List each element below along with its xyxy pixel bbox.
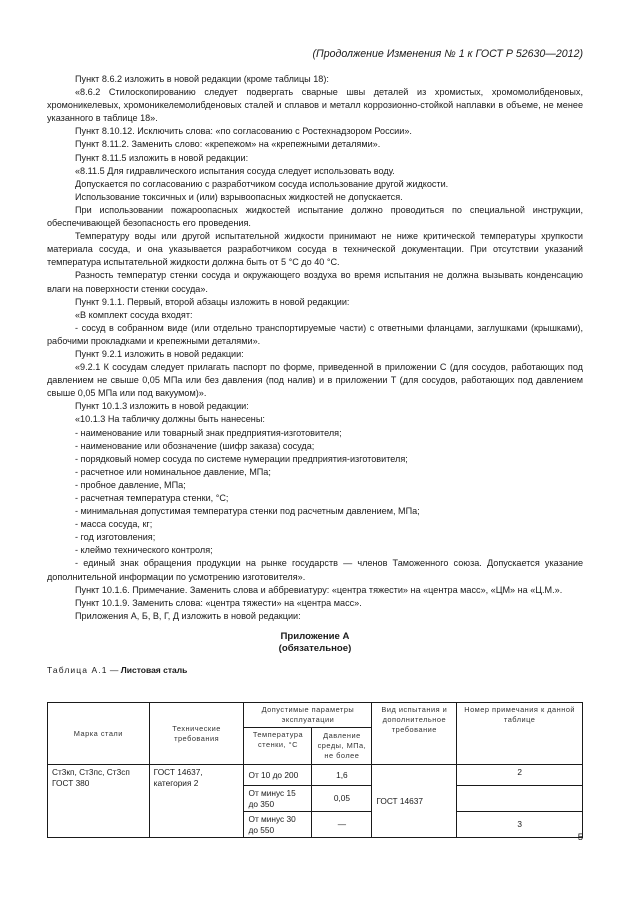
list-item: - единый знак обращения продукции на рынке государств — членов Таможенного союза. Допускается указание дополнительной информации по усмотрению изготовителя». bbox=[47, 558, 583, 582]
running-header: (Продолжение Изменения № 1 к ГОСТ Р 52630—2012) bbox=[312, 48, 583, 60]
header-params: Допустимые параметры эксплуатации bbox=[244, 703, 372, 728]
paragraph: Пункт 8.11.2. Заменить слово: «крепежом» на «крепежными деталями». bbox=[75, 139, 381, 150]
paragraph: Разность температур стенки сосуда и окружающего воздуха во время испытания не должна вызывать конденсацию влаги на поверхности стенки сосуда». bbox=[47, 270, 583, 294]
list-item: - минимальная допустимая температура стенки под расчетным давлением, МПа; bbox=[75, 506, 420, 517]
paragraph: «В комплект сосуда входят: bbox=[75, 309, 193, 320]
paragraph: Использование токсичных и (или) взрывоопасных жидкостей не допускается. bbox=[75, 191, 403, 202]
cell-requirements bbox=[149, 765, 244, 838]
cell-note: 3 bbox=[457, 812, 583, 838]
cell-pressure: — bbox=[312, 812, 372, 838]
cell-temp: От минус 15 до 350 bbox=[244, 786, 312, 812]
list-item: - год изготовления; bbox=[75, 532, 156, 543]
paragraph: Пункт 9.2.1 изложить в новой редакции: bbox=[75, 348, 244, 359]
paragraph: «9.2.1 К сосудам следует прилагать паспорт по форме, приведенной в приложении С (для сосудов, работающих под давлением не свыше 0,05 МПа или без давления (под налив) и в приложении Т (для сосудов, работающих под давлением свыше 0,05 МПа или под вакуумом)». bbox=[47, 362, 583, 399]
list-item: - масса сосуда, кг; bbox=[75, 519, 153, 530]
paragraph: Пункт 9.1.1. Первый, второй абзацы изложить в новой редакции: bbox=[75, 296, 350, 307]
list-item: - порядковый номер сосуда по системе нумерации предприятия-изготовителя; bbox=[75, 453, 408, 464]
cell-test: ГОСТ 14637 bbox=[372, 765, 457, 838]
paragraph: Допускается по согласованию с разработчиком сосуда использование другой жидкости. bbox=[75, 178, 449, 189]
table-caption bbox=[47, 664, 583, 677]
header-test: Вид испытания и дополнительное требование bbox=[372, 703, 457, 765]
paragraph: При использовании пожароопасных жидкостей испытание должно проводиться по специальной инструкции, обеспечивающей безопасность его проведения. bbox=[47, 204, 583, 229]
requirements-line: ГОСТ 14637, bbox=[153, 767, 203, 777]
requirements-line: категория 2 bbox=[153, 777, 199, 788]
cell-note bbox=[457, 786, 583, 812]
table-caption-title: Листовая сталь bbox=[120, 665, 188, 676]
appendix-subtitle: (обязательное) bbox=[278, 643, 352, 655]
table-caption-dash: — bbox=[107, 665, 121, 676]
header-requirements: Технические требования bbox=[149, 703, 244, 765]
cell-temp: От 10 до 200 bbox=[244, 765, 312, 786]
paragraph: Пункт 8.10.12. Исключить слова: «по согласованию с Ростехнадзором России». bbox=[75, 126, 412, 137]
header-temp: Температура стенки, °С bbox=[244, 728, 312, 765]
table-row bbox=[48, 765, 583, 786]
steel-table bbox=[47, 702, 583, 838]
appendix-title: Приложение А bbox=[280, 630, 350, 642]
list-item: - расчетная температура стенки, °С; bbox=[75, 493, 229, 503]
paragraph: Пункт 8.11.5 изложить в новой редакции: bbox=[75, 152, 249, 163]
cell-note: 2 bbox=[457, 765, 583, 786]
cell-pressure: 0,05 bbox=[312, 786, 372, 812]
cell-temp: От минус 30 до 550 bbox=[244, 812, 312, 838]
paragraph: «8.11.5 Для гидравлического испытания сосуда следует использовать воду. bbox=[75, 165, 395, 176]
list-item: - клеймо технического контроля; bbox=[75, 545, 213, 556]
paragraph: Пункт 10.1.3 изложить в новой редакции: bbox=[75, 401, 249, 412]
header-grade: Марка стали bbox=[48, 703, 150, 765]
paragraph: Пункт 10.1.9. Заменить слова: «центра тяжести» на «центра масс». bbox=[75, 597, 362, 608]
grade-line: Ст3кп, Ст3пс, Ст3сп bbox=[52, 767, 130, 777]
paragraph: Температуру воды или другой испытательной жидкости принимают не ниже критической температуры хрупкости материала сосуда, и она указывается разработчиком сосуда в технической документации. При отсутствии указаний температура испытательной жидкости должна быть от 5 °С до 40 °С. bbox=[47, 231, 583, 268]
table-caption-label: Таблица А.1 bbox=[47, 665, 108, 676]
paragraph: Пункт 8.6.2 изложить в новой редакции (кроме таблицы 18): bbox=[75, 74, 329, 84]
page-number: 5 bbox=[577, 832, 583, 843]
cell-grade bbox=[48, 765, 150, 838]
paragraph: Пункт 10.1.6. Примечание. Заменить слова и аббревиатуру: «центра тяжести» на «центра масс», «ЦМ» на «Ц.М.». bbox=[75, 584, 563, 595]
paragraph: «8.6.2 Стилоскопированию следует подвергать сварные швы деталей из хромистых, хромомолибденовых, хромоникелевых, хромоникелемолибденовых сталей и сплавов и металл коррозионно-стойкой наплавки в объеме, не менее указанного в таблице 18». bbox=[47, 87, 583, 124]
list-item: - наименование или товарный знак предприятия-изготовителя; bbox=[75, 427, 342, 438]
grade-line: ГОСТ 380 bbox=[52, 777, 90, 788]
header-note: Номер примечания к данной таблице bbox=[457, 703, 583, 765]
list-item: - расчетное или номинальное давление, МПа; bbox=[75, 466, 271, 477]
paragraph: «10.1.3 На табличку должны быть нанесены: bbox=[75, 414, 265, 425]
list-item: - наименование или обозначение (шифр заказа) сосуда; bbox=[75, 440, 315, 451]
list-item: - пробное давление, МПа; bbox=[75, 479, 186, 490]
document-body bbox=[47, 73, 583, 677]
paragraph: Приложения А, Б, В, Г, Д изложить в новой редакции: bbox=[75, 610, 301, 621]
paragraph: - сосуд в собранном виде (или отдельно транспортируемые части) с ответными фланцами, заглушками (крышками), рабочими прокладками и крепежными деталями». bbox=[47, 322, 583, 346]
cell-pressure: 1,6 bbox=[312, 765, 372, 786]
header-pressure: Давление среды, МПа, не более bbox=[312, 728, 372, 765]
